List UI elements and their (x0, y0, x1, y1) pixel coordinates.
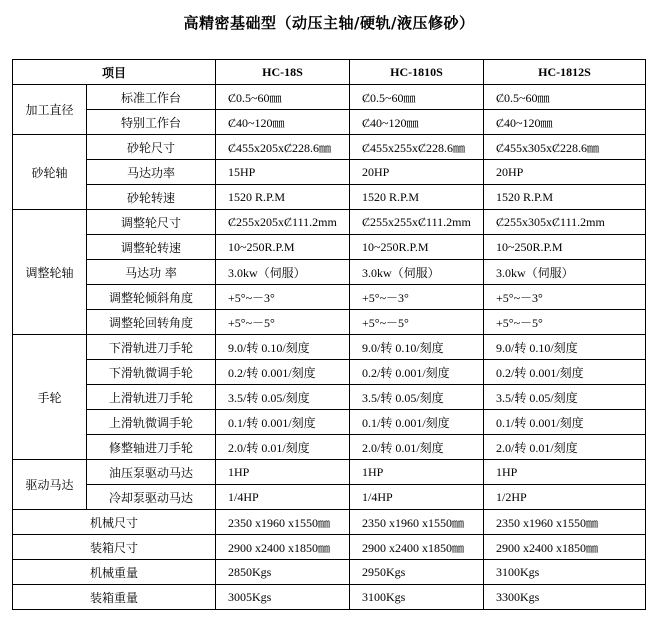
spec-value: 1520 R.P.M (484, 185, 646, 210)
spec-table-body (13, 60, 646, 610)
header-model: HC-1812S (484, 60, 646, 85)
spec-value: Ȼ455x305xȻ228.6㎜ (484, 135, 646, 160)
group-label: 砂轮轴 (13, 135, 87, 210)
spec-value: Ȼ40~120㎜ (216, 110, 350, 135)
header-model: HC-18S (216, 60, 350, 85)
spec-value: 3.5/转 0.05/刻度 (216, 385, 350, 410)
row-label: 上滑轨微调手轮 (87, 410, 216, 435)
spec-table (12, 59, 646, 610)
table-row (13, 285, 646, 310)
spec-value: Ȼ0.5~60㎜ (350, 85, 484, 110)
spec-value: 0.1/转 0.001/刻度 (484, 410, 646, 435)
table-row (13, 510, 646, 535)
table-row (13, 260, 646, 285)
spec-value: Ȼ255x305xȻ111.2mm (484, 210, 646, 235)
spec-value: Ȼ255x205xȻ111.2mm (216, 210, 350, 235)
spec-value: 2900 x2400 x1850㎜ (216, 535, 350, 560)
spec-value: Ȼ40~120㎜ (484, 110, 646, 135)
group-label: 调整轮轴 (13, 210, 87, 335)
spec-value: 3.0kw（伺服） (484, 260, 646, 285)
spec-value: Ȼ455x205xȻ228.6㎜ (216, 135, 350, 160)
spec-value: 2.0/转 0.01/刻度 (484, 435, 646, 460)
spec-value: +5°~－3° (484, 285, 646, 310)
spec-value: 3.0kw（伺服） (216, 260, 350, 285)
table-row (13, 335, 646, 360)
row-label: 油压泵驱动马达 (87, 460, 216, 485)
spec-value: +5°~－5° (350, 310, 484, 335)
table-row (13, 585, 646, 610)
table-row (13, 235, 646, 260)
spec-value: Ȼ0.5~60㎜ (484, 85, 646, 110)
spec-value: 1/2HP (484, 485, 646, 510)
spec-value: 0.2/转 0.001/刻度 (350, 360, 484, 385)
spec-value: 10~250R.P.M (350, 235, 484, 260)
spec-value: 10~250R.P.M (484, 235, 646, 260)
spec-value: 10~250R.P.M (216, 235, 350, 260)
spec-value: 3.0kw（伺服） (350, 260, 484, 285)
spec-value: 1520 R.P.M (350, 185, 484, 210)
table-row (13, 410, 646, 435)
spec-value: 3300Kgs (484, 585, 646, 610)
table-row (13, 110, 646, 135)
spec-value: Ȼ0.5~60㎜ (216, 85, 350, 110)
spec-value: 1HP (484, 460, 646, 485)
table-row (13, 385, 646, 410)
spec-value: Ȼ40~120㎜ (350, 110, 484, 135)
spec-value: 9.0/转 0.10/刻度 (216, 335, 350, 360)
row-label: 马达功 率 (87, 260, 216, 285)
spec-value: 2.0/转 0.01/刻度 (216, 435, 350, 460)
row-label: 装箱尺寸 (13, 535, 216, 560)
spec-value: 2950Kgs (350, 560, 484, 585)
spec-value: 9.0/转 0.10/刻度 (484, 335, 646, 360)
row-label: 装箱重量 (13, 585, 216, 610)
row-label: 机械重量 (13, 560, 216, 585)
spec-value: 3005Kgs (216, 585, 350, 610)
table-row (13, 485, 646, 510)
group-label: 手轮 (13, 335, 87, 460)
spec-value: 1520 R.P.M (216, 185, 350, 210)
table-row (13, 535, 646, 560)
row-label: 冷却泵驱动马达 (87, 485, 216, 510)
spec-value: 2350 x1960 x1550㎜ (484, 510, 646, 535)
row-label: 特别工作台 (87, 110, 216, 135)
row-label: 上滑轨进刀手轮 (87, 385, 216, 410)
row-label: 修整轴进刀手轮 (87, 435, 216, 460)
spec-value: 20HP (350, 160, 484, 185)
spec-value: 1HP (350, 460, 484, 485)
row-label: 砂轮尺寸 (87, 135, 216, 160)
row-label: 下滑轨微调手轮 (87, 360, 216, 385)
spec-value: 2350 x1960 x1550㎜ (216, 510, 350, 535)
row-label: 砂轮转速 (87, 185, 216, 210)
spec-value: 20HP (484, 160, 646, 185)
table-row (13, 310, 646, 335)
table-row (13, 135, 646, 160)
group-label: 驱动马达 (13, 460, 87, 510)
table-row (13, 360, 646, 385)
table-row (13, 160, 646, 185)
spec-value: 0.1/转 0.001/刻度 (350, 410, 484, 435)
table-row (13, 435, 646, 460)
row-label: 调整轮倾斜角度 (87, 285, 216, 310)
table-row (13, 85, 646, 110)
row-label: 调整轮转速 (87, 235, 216, 260)
spec-value: 1/4HP (216, 485, 350, 510)
spec-value: 9.0/转 0.10/刻度 (350, 335, 484, 360)
spec-value: 0.2/转 0.001/刻度 (484, 360, 646, 385)
spec-value: 0.2/转 0.001/刻度 (216, 360, 350, 385)
group-label: 加工直径 (13, 85, 87, 135)
header-row (13, 60, 646, 85)
spec-value: 0.1/转 0.001/刻度 (216, 410, 350, 435)
spec-value: +5°~－5° (216, 310, 350, 335)
page-title: 高精密基础型（动压主轴/硬轨/液压修砂） (183, 14, 475, 32)
row-label: 机械尺寸 (13, 510, 216, 535)
spec-value: Ȼ455x255xȻ228.6㎜ (350, 135, 484, 160)
spec-value: 2850Kgs (216, 560, 350, 585)
spec-value: 2900 x2400 x1850㎜ (350, 535, 484, 560)
spec-value: +5°~－3° (350, 285, 484, 310)
table-row (13, 560, 646, 585)
row-label: 标准工作台 (87, 85, 216, 110)
header-item: 项目 (13, 60, 216, 85)
table-row (13, 210, 646, 235)
row-label: 马达功率 (87, 160, 216, 185)
table-row (13, 460, 646, 485)
spec-value: 2900 x2400 x1850㎜ (484, 535, 646, 560)
spec-value: 2350 x1960 x1550㎜ (350, 510, 484, 535)
row-label: 调整轮尺寸 (87, 210, 216, 235)
row-label: 下滑轨进刀手轮 (87, 335, 216, 360)
table-row (13, 185, 646, 210)
spec-value: 3100Kgs (484, 560, 646, 585)
spec-value: Ȼ255x255xȻ111.2mm (350, 210, 484, 235)
spec-value: 3100Kgs (350, 585, 484, 610)
spec-value: 1HP (216, 460, 350, 485)
spec-value: +5°~－3° (216, 285, 350, 310)
spec-value: +5°~－5° (484, 310, 646, 335)
spec-value: 15HP (216, 160, 350, 185)
spec-value: 3.5/转 0.05/刻度 (484, 385, 646, 410)
spec-value: 1/4HP (350, 485, 484, 510)
header-model: HC-1810S (350, 60, 484, 85)
row-label: 调整轮回转角度 (87, 310, 216, 335)
spec-value: 3.5/转 0.05/刻度 (350, 385, 484, 410)
spec-value: 2.0/转 0.01/刻度 (350, 435, 484, 460)
